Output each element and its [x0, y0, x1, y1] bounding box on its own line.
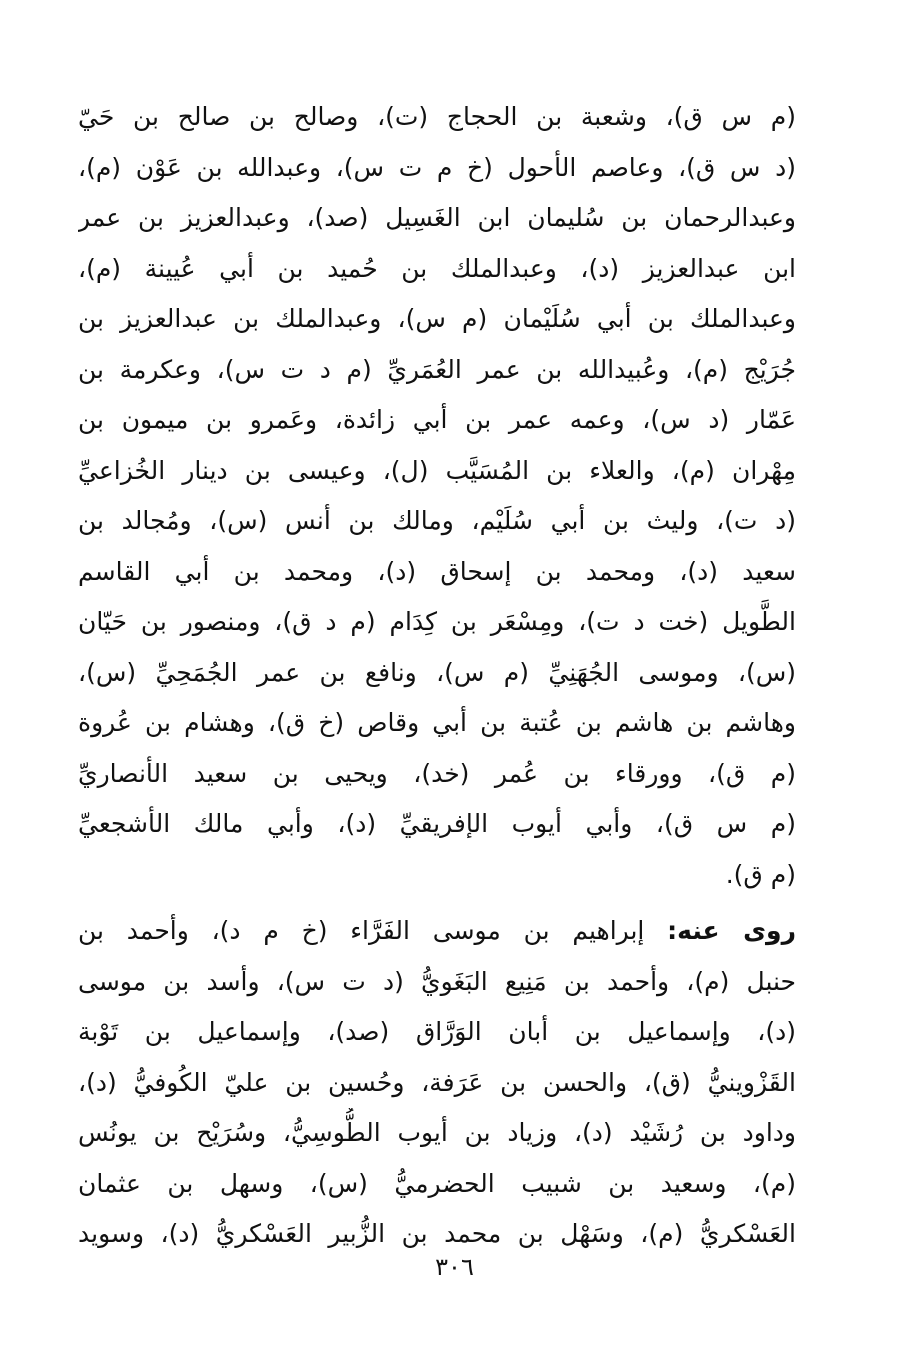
text-line: وعبدالرحمان بن سُليمان ابن الغَسِيل (صد)، وعبدالعزيز بن عمر: [78, 203, 796, 232]
text-line: جُرَيْج (م)، وعُبيدالله بن عمر العُمَريِّ (م د ت س)، وعكرمة بن: [78, 354, 796, 384]
text-line: (م ق).: [725, 859, 796, 889]
paragraph-narrators-from: [78, 92, 796, 900]
text-line: ابن عبدالعزيز (د)، وعبدالملك بن حُميد بن أبي عُيينة (م)،: [78, 253, 796, 283]
text-line: (م س ق)، وأبي أيوب الإفريقيِّ (د)، وأبي مالك الأشجعيِّ: [78, 809, 796, 838]
section-lead: روى عنه:: [667, 916, 796, 945]
text-line: (د)، وإسماعيل بن أبان الوَرَّاق (صد)، وإسماعيل بن تَوْبة: [78, 1017, 796, 1046]
text-line: مِهْران (م)، والعلاء بن المُسَيَّب (ل)، وعيسى بن دينار الخُزاعيِّ: [78, 455, 796, 485]
text-line: (د س ق)، وعاصم الأحول (خ م ت س)، وعبدالله بن عَوْن (م)،: [78, 152, 796, 182]
text-line: (م س ق)، وشعبة بن الحجاج (ت)، وصالح بن صالح بن حَيّ: [78, 102, 796, 131]
text-line: وعبدالملك بن أبي سُلَيْمان (م س)، وعبدالملك بن عبدالعزيز بن: [78, 304, 796, 333]
text-line: (م ق)، وورقاء بن عُمر (خد)، ويحيى بن سعيد الأنصاريِّ: [78, 758, 796, 788]
text-span: إبراهيم بن موسى الفَرَّاء (خ م د)، وأحمد بن: [78, 916, 645, 945]
text-line: العَسْكريُّ (م)، وسَهْل بن محمد بن الزُّبير العَسْكريُّ (د)، وسويد: [78, 1219, 796, 1248]
text-line: وداود بن رُشَيْد (د)، وزياد بن أيوب الطُّوسِيُّ، وسُرَيْح بن يونُس: [78, 1118, 796, 1147]
text-line: القَزْوينيُّ (ق)، والحسن بن عَرَفة، وحُسين بن عليّ الكُوفيُّ (د)،: [78, 1067, 796, 1097]
text-line: سعيد (د)، ومحمد بن إسحاق (د)، ومحمد بن أبي القاسم: [78, 556, 796, 586]
text-line: عَمّار (د س)، وعمه عمر بن أبي زائدة، وعَمرو بن ميمون بن: [78, 405, 796, 434]
text-line: الطَّويل (خت د ت)، ومِسْعَر بن كِدَام (م د ق)، ومنصور بن حَيّان: [78, 607, 796, 636]
text-line: (د ت)، وليث بن أبي سُلَيْم، ومالك بن أنس (س)، ومُجالد بن: [78, 506, 796, 535]
page-number: ٣٠٦: [435, 1253, 474, 1281]
paragraph-narrated-by: [78, 906, 796, 1260]
text-line: حنبل (م)، وأحمد بن مَنِيع البَغَويُّ (د ت س)، وأسد بن موسى: [78, 966, 796, 996]
text-line-first: [78, 906, 796, 957]
text-line: (س)، وموسى الجُهَنِيِّ (م س)، ونافع بن عمر الجُمَحِيِّ (س)،: [78, 657, 796, 687]
text-line: (م)، وسعيد بن شبيب الحضرميُّ (س)، وسهل بن عثمان: [78, 1168, 796, 1198]
text-line: وهاشم بن هاشم بن عُتبة بن أبي وقاص (خ ق)، وهشام بن عُروة: [78, 708, 796, 737]
